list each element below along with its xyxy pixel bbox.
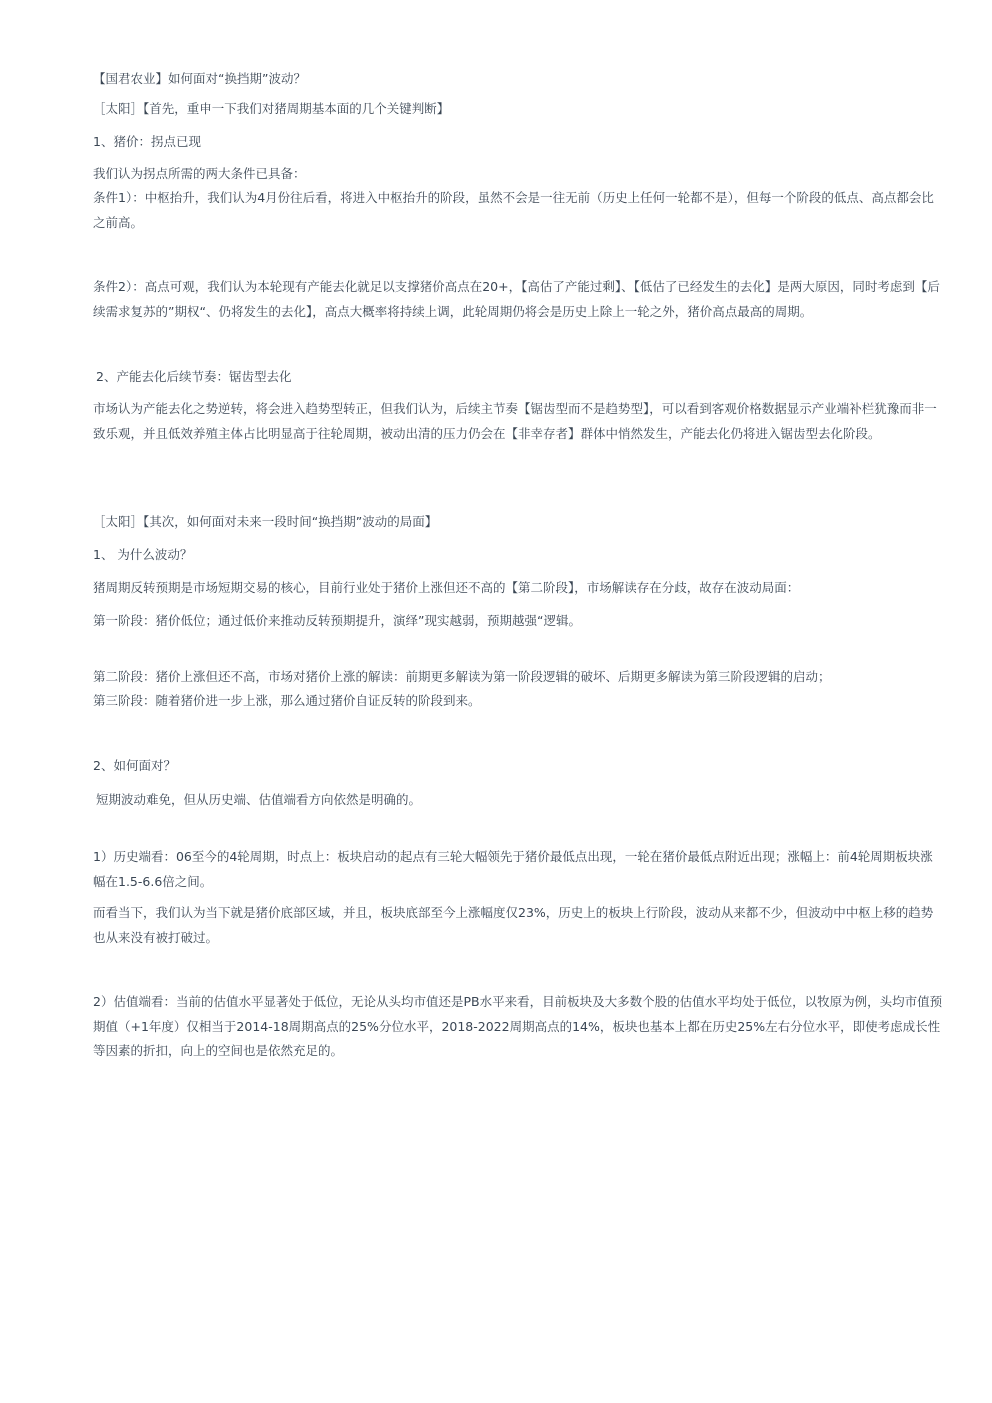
section1-2-body: 市场认为产能去化之势逆转，将会进入趋势型转正，但我们认为，后续主节奏【锯齿型而不是趋势型】，可以看到客观价格数据显示产业端补栏犹豫而非一致乐观，并且低效养殖主体占比明显高于往轮周期，被动出清的压力仍会在【非幸存者】群体中悄然发生，产能去化仍将进入锯齿型去化阶段。	[93, 401, 937, 441]
condition1-paragraph: 条件1）：中枢抬升，我们认为4月份往后看，将进入中枢抬升的阶段，虽然不会是一往无前（历史上任何一轮都不是），但每一个阶段的低点、高点都会比之前高。	[93, 190, 934, 230]
section1-2-title: 2、产能去化后续节奏：锯齿型去化	[96, 369, 292, 384]
section2-2-title: 2、如何面对？	[93, 758, 176, 773]
stage3-paragraph: 第三阶段：随着猪价进一步上涨，那么通过猪价自证反转的阶段到来。	[93, 693, 481, 708]
current-paragraph: 而看当下，我们认为当下就是猪价底部区域，并且，板块底部至今上涨幅度仅23%，历史上的板块上行阶段，波动从来都不少，但波动中中枢上移的趋势也从来没有被打破过。	[93, 905, 934, 945]
stage2-paragraph: 第二阶段：猪价上涨但还不高，市场对猪价上涨的解读：前期更多解读为第一阶段逻辑的破坏、后期更多解读为第三阶段逻辑的启动；	[93, 669, 831, 684]
section1-header: ［太阳］【首先，重申一下我们对猪周期基本面的几个关键判断】	[93, 101, 450, 116]
section1-1-intro: 我们认为拐点所需的两大条件已具备：	[93, 166, 306, 181]
section1-1-title: 1、猪价：拐点已现	[93, 134, 201, 149]
section2-header: ［太阳］【其次，如何面对未来一段时间“换挡期”波动的局面】	[93, 514, 438, 529]
section2-1-body: 猪周期反转预期是市场短期交易的核心，目前行业处于猪价上涨但还不高的【第二阶段】，市场解读存在分歧，故存在波动局面：	[93, 580, 800, 595]
history-paragraph: 1）历史端看：06至今的4轮周期，时点上：板块启动的起点有三轮大幅领先于猪价最低点出现，一轮在猪价最低点附近出现；涨幅上：前4轮周期板块涨幅在1.5-6.6倍之间。	[93, 849, 933, 889]
stage1-paragraph: 第一阶段：猪价低位；通过低价来推动反转预期提升，演绎”现实越弱，预期越强“逻辑。	[93, 613, 581, 628]
condition2-paragraph: 条件2）：高点可观，我们认为本轮现有产能去化就足以支撑猪价高点在20+，【高估了产能过剩】、【低估了已经发生的去化】是两大原因，同时考虑到【后续需求复苏的”期权“、仍将发生的去化】，高点大概率将持续上调，此轮周期仍将会是历史上除上一轮之外，猪价高点最高的周期。	[93, 279, 940, 319]
section2-2-intro: 短期波动难免，但从历史端、估值端看方向依然是明确的。	[96, 792, 422, 807]
doc-title: 【国君农业】如何面对“换挡期”波动？	[93, 71, 306, 86]
valuation-paragraph: 2）估值端看：当前的估值水平显著处于低位，无论从头均市值还是PB水平来看，目前板块及大多数个股的估值水平均处于低位，以牧原为例，头均市值预期值（+1年度）仅相当于2014-18周期高点的25%分位水平，2018-2022周期高点的14%，板块也基本上都在历史25%左右分位水平，即使考虑成长性等因素的折扣，向上的空间也是依然充足的。	[93, 994, 943, 1058]
section2-1-title: 1、 为什么波动？	[93, 547, 193, 562]
